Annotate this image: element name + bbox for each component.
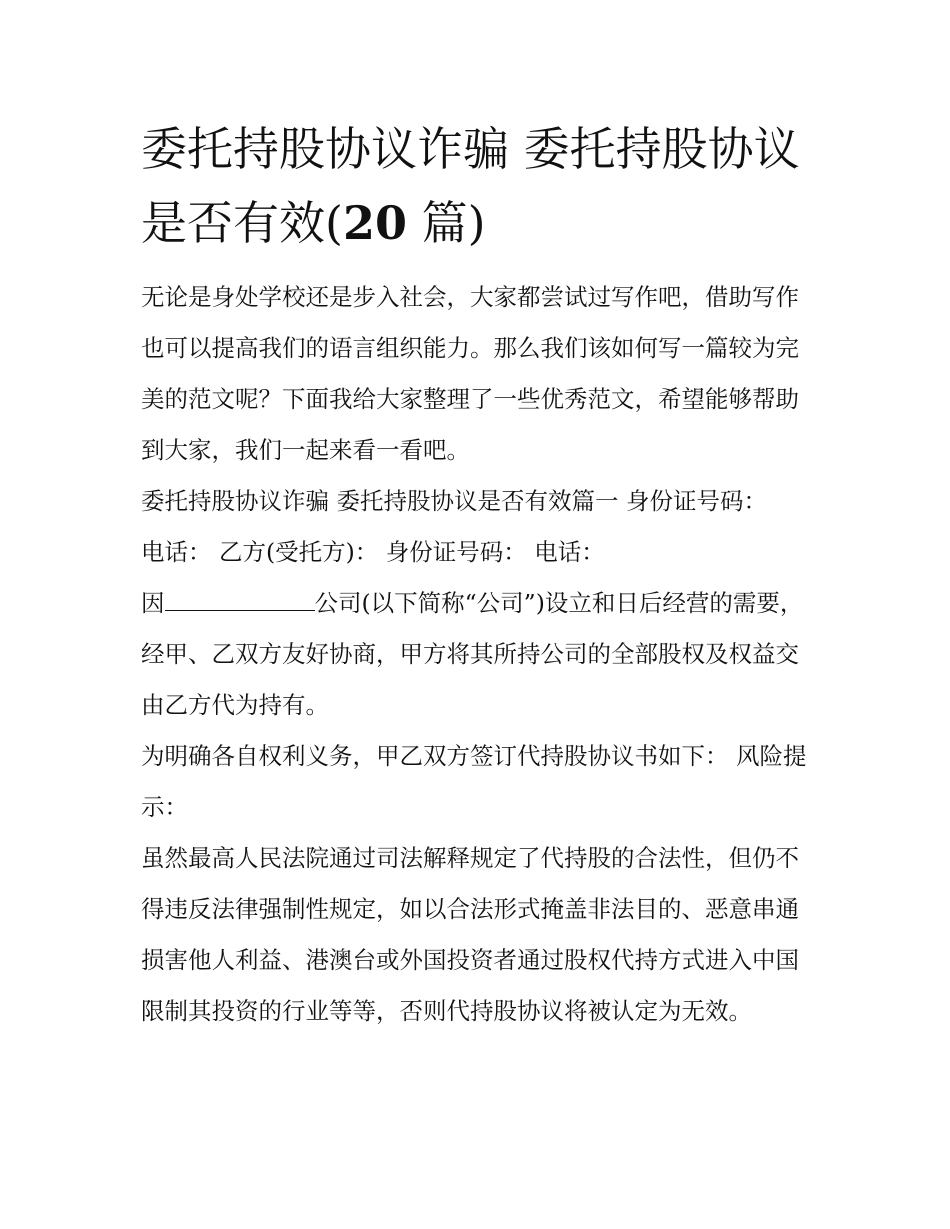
risk-warning-paragraph: 虽然最高人民法院通过司法解释规定了代持股的合法性，但仍不得违反法律强制性规定，如以合法形式掩盖非法目的、恶意串通损害他人利益、港澳台或外国投资者通过股权代持方式进入中国限制其投资的行业等等，否则代持股协议将被认定为无效。 [141,844,799,1025]
contact-fields-paragraph: 电话： 乙方(受托方)： 身份证号码： 电话： [141,538,605,566]
document-page [141,112,813,1037]
intro-paragraph: 无论是身处学校还是步入社会，大家都尝试过写作吧，借助写作也可以提高我们的语言组织能力。那么我们该如何写一篇较为完美的范文呢？下面我给大家整理了一些优秀范文，希望能够帮助到大家，我们一起来看一看吧。 [141,283,799,464]
paragraph-continuation: 公司(以下简称“公司”)设立和日后经营的需要，经甲、乙双方友好协商，甲方将其所持公司的全部股权及权益交由乙方代为持有。 [141,589,804,719]
document-body [141,272,813,1037]
document-title [141,112,813,260]
fill-in-blank-line [165,590,315,611]
agreement-intro-paragraph: 为明确各自权利义务，甲乙双方签订代持股协议书如下： 风险提示： [141,742,807,821]
section-heading-paragraph: 委托持股协议诈骗 委托持股协议是否有效篇一 身份证号码： [141,487,767,515]
title-count: 20 [342,196,407,250]
title-text-part1: 委托持股协议诈骗 委托持股协议是否有效( [141,122,800,250]
title-text-part2: 篇) [406,196,486,250]
company-purpose-paragraph [141,578,813,731]
paragraph-lead: 因 [141,589,165,617]
